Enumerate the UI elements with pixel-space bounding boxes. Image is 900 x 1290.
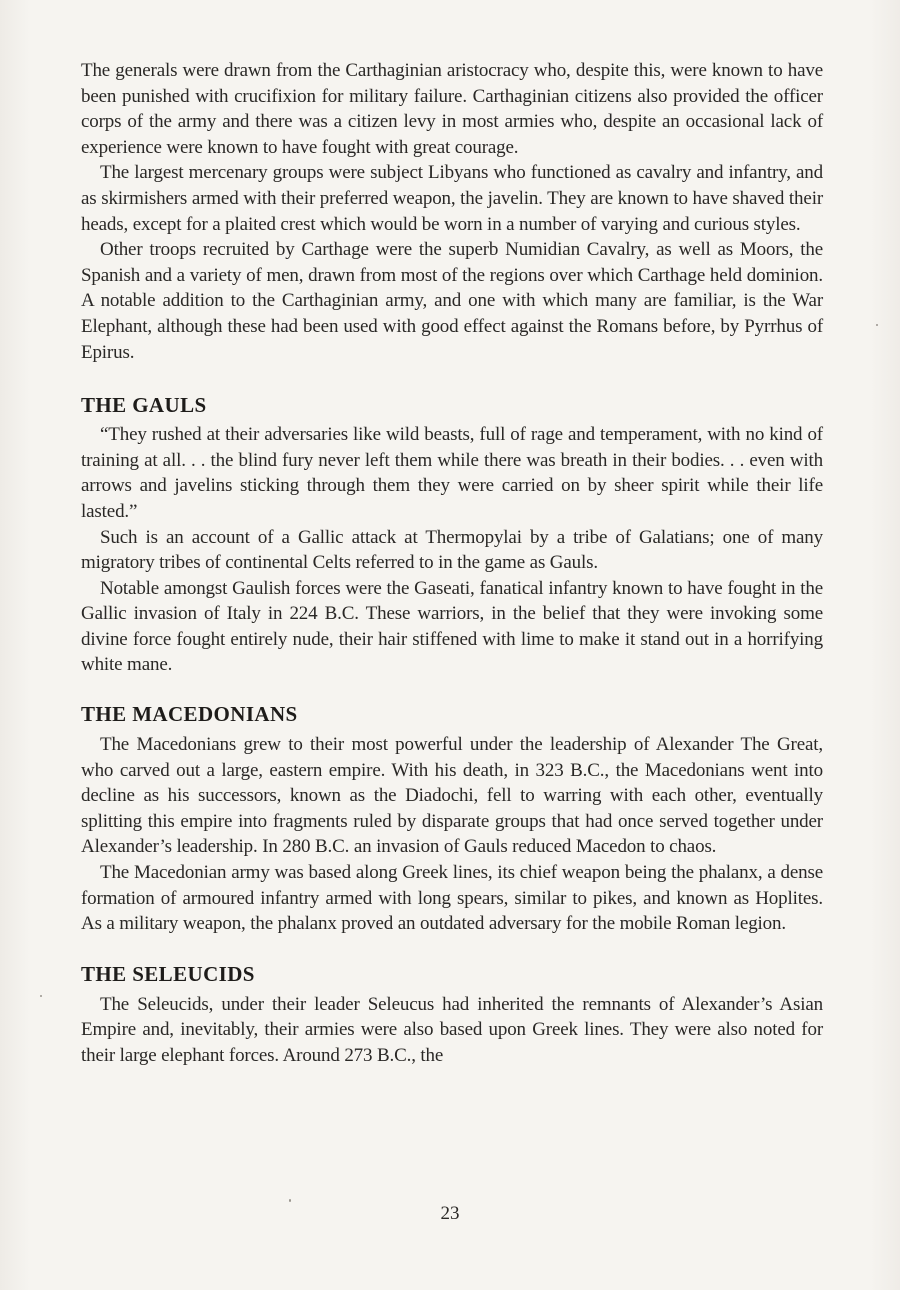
seleucids-paragraph-1: The Seleucids, under their leader Seleucus had inherited the remnants of Alexander’s Asian Empire and, inevitably, their armies were also based upon Greek lines. They were also noted for their large elephant forces. Around 273 B.C., the: [81, 993, 823, 1066]
seleucids-heading: THE SELEUCIDS: [81, 961, 255, 986]
macedonians-paragraph-2: The Macedonian army was based along Greek lines, its chief weapon being the phalanx, a dense formation of armoured infantry armed with long spears, similar to pikes, and known as Hoplites. As a military weapon, the phalanx proved an outdated adversary for the mobile Roman legion.: [81, 862, 823, 935]
gauls-section: [81, 392, 823, 678]
seleucids-section: [81, 961, 823, 1069]
intro-paragraph-2: The largest mercenary groups were subject Libyans who functioned as cavalry and infantry, and as skirmishers armed with their preferred weapon, the javelin. They are known to have shaved their heads, except for a plaited crest which would be worn in a number of varying and curious styles.: [81, 162, 823, 235]
intro-section: [81, 58, 823, 365]
macedonians-section: [81, 701, 823, 937]
macedonians-heading: THE MACEDONIANS: [81, 702, 298, 727]
paper-speck: [289, 1199, 291, 1202]
intro-paragraph-3: Other troops recruited by Carthage were the superb Numidian Cavalry, as well as Moors, the Spanish and a variety of men, drawn from most of the regions over which Carthage held dominion. A notable addition to the Carthaginian army, and one with which many are familiar, is the War Elephant, although these had been used with good effect against the Romans before, by Pyrrhus of Epirus.: [81, 239, 823, 363]
gauls-paragraph-1: “They rushed at their adversaries like wild beasts, full of rage and temperament, with no kind of training at all. . . the blind fury never left them while there was breath in their bodies. . . even with arrows and javelins sticking through them they were carried on by sheer spirit while their life lasted.”: [81, 424, 823, 522]
gauls-paragraph-2: Such is an account of a Gallic attack at Thermopylai by a tribe of Galatians; one of many migratory tribes of continental Celts referred to in the game as Gauls.: [81, 526, 823, 574]
intro-paragraph-1: The generals were drawn from the Carthaginian aristocracy who, despite this, were known to have been punished with crucifixion for military failure. Carthaginian citizens also provided the officer corps of the army and there was a citizen levy in most armies who, despite an occasional lack of experience were known to have fought with great courage.: [81, 60, 823, 158]
paper-speck: [876, 324, 878, 326]
page-number: 23: [440, 1203, 460, 1224]
page-body: [81, 58, 823, 1069]
gauls-heading: THE GAULS: [81, 393, 207, 418]
paper-speck: [40, 995, 42, 997]
macedonians-paragraph-1: The Macedonians grew to their most powerful under the leadership of Alexander The Great, who carved out a large, eastern empire. With his death, in 323 B.C., the Macedonians went into decline as his successors, known as the Diadochi, fell to warring with each other, eventually splitting this empire into fragments ruled by disparate groups that had once served together under Alexander’s leadership. In 280 B.C. an invasion of Gauls reduced Macedon to chaos.: [81, 734, 823, 858]
gauls-paragraph-3: Notable amongst Gaulish forces were the Gaseati, fanatical infantry known to have fought in the Gallic invasion of Italy in 224 B.C. These warriors, in the belief that they were invoking some divine force fought entirely nude, their hair stiffened with lime to make it stand out in a horrifying white mane.: [81, 577, 823, 676]
